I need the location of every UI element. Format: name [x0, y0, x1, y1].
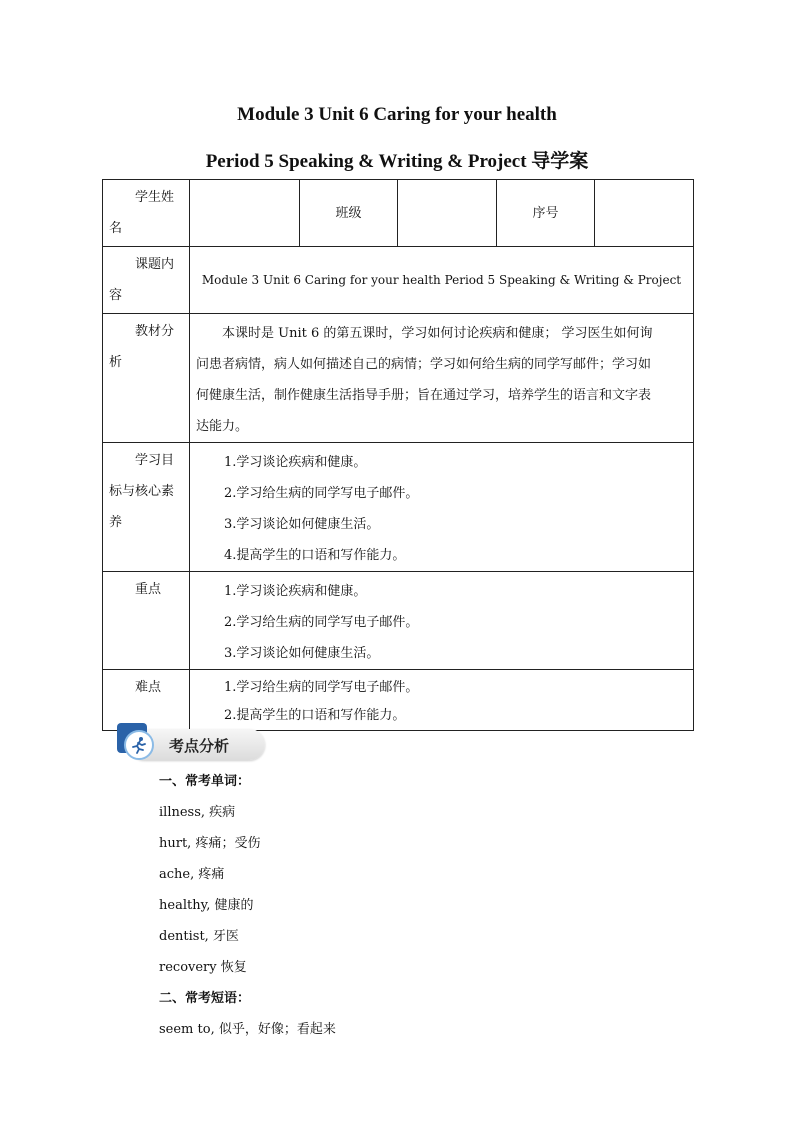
section-heading: 一、常考单词：	[159, 774, 251, 789]
analysis-line: 达能力。	[196, 419, 249, 434]
vocab-item: ache, 疼痛	[159, 867, 225, 882]
goal-item: 4.提高学生的口语和写作能力。	[224, 548, 406, 563]
key-item: 2.学习给生病的同学写电子邮件。	[224, 615, 419, 630]
goal-item: 2.学习给生病的同学写电子邮件。	[224, 486, 419, 501]
vocab-item: illness, 疾病	[159, 805, 236, 820]
badge-label: 考点分析	[169, 737, 230, 755]
goal-item: 1.学习谈论疾病和健康。	[224, 455, 367, 470]
section-heading: 二、常考短语：	[159, 991, 251, 1006]
document-title-line1: Module 3 Unit 6 Caring for your health	[237, 104, 557, 125]
key-item: 1.学习谈论疾病和健康。	[224, 584, 367, 599]
difficult-label: 难点	[103, 670, 190, 731]
key-label: 重点	[103, 572, 190, 670]
student-name-value	[190, 180, 300, 247]
running-figure-icon	[124, 730, 154, 760]
document-title-line2: Period 5 Speaking & Writing & Project 导学案	[205, 151, 589, 172]
number-value	[595, 180, 694, 247]
number-label: 序号	[497, 180, 595, 247]
analysis-label: 教材分 析	[103, 314, 190, 443]
analysis-content	[190, 314, 694, 443]
goals-label: 学习目 标与核心素 养	[103, 443, 190, 572]
vocab-item: dentist, 牙医	[159, 929, 239, 944]
goal-item: 3.学习谈论如何健康生活。	[224, 517, 380, 532]
phrase-item: seem to, 似乎，好像；看起来	[159, 1022, 336, 1037]
exam-points-badge	[117, 723, 267, 763]
analysis-line: 何健康生活，制作健康生活指导手册；旨在通过学习，培养学生的语言和文字表	[196, 388, 652, 403]
difficult-content	[190, 670, 694, 731]
vocabulary-section	[159, 770, 336, 1049]
class-value	[398, 180, 497, 247]
vocab-item: healthy, 健康的	[159, 898, 254, 913]
class-label: 班级	[300, 180, 398, 247]
vocab-item: recovery 恢复	[159, 960, 247, 975]
course-label: 课题内 容	[103, 247, 190, 314]
analysis-line: 问患者病情，病人如何描述自己的病情；学习如何给生病的同学写邮件；学习如	[196, 357, 652, 372]
vocab-item: hurt, 疼痛；受伤	[159, 836, 261, 851]
info-table	[102, 179, 694, 731]
goals-content	[190, 443, 694, 572]
key-item: 3.学习谈论如何健康生活。	[224, 646, 380, 661]
analysis-line: 本课时是 Unit 6 的第五课时，学习如何讨论疾病和健康； 学习医生如何询	[222, 326, 653, 341]
student-name-label: 学生姓 名	[103, 180, 190, 247]
course-content: Module 3 Unit 6 Caring for your health Period 5 Speaking & Writing & Project	[190, 247, 694, 314]
difficult-item: 2.提高学生的口语和写作能力。	[224, 708, 406, 723]
key-content	[190, 572, 694, 670]
difficult-item: 1.学习给生病的同学写电子邮件。	[224, 680, 419, 695]
